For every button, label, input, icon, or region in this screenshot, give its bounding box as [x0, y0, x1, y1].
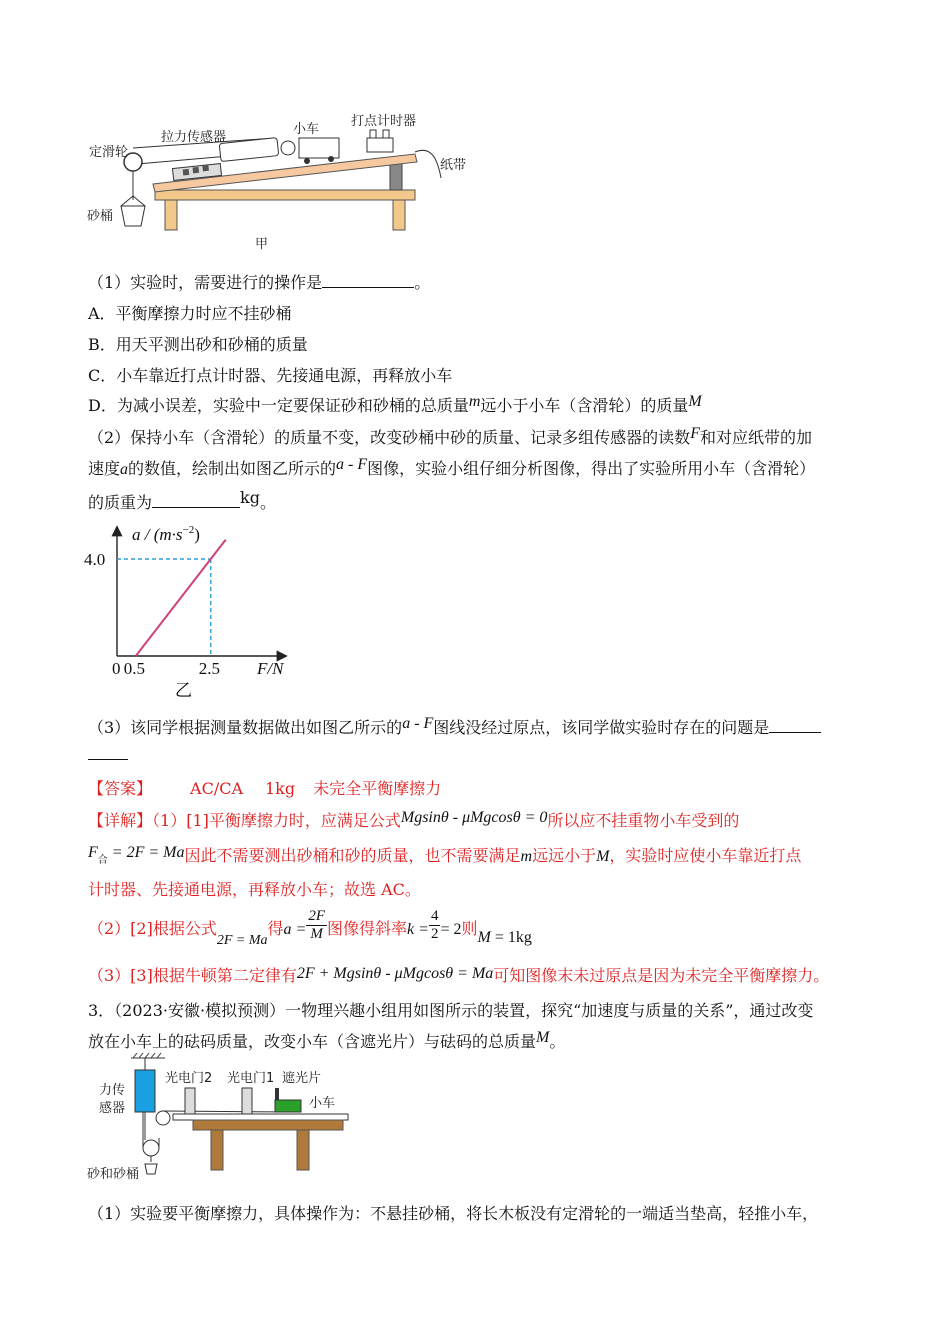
label-cart: 小车 — [293, 122, 320, 137]
answer-1: AC/CA — [190, 779, 243, 798]
fig2-label-gate2: 光电门2 — [165, 1071, 213, 1086]
fig2-label-bucket: 砂和砂桶 — [87, 1167, 140, 1182]
q3-answer-blank[interactable] — [769, 718, 821, 733]
q2-answer-blank[interactable] — [152, 493, 240, 508]
pulley-icon-2 — [156, 1111, 170, 1125]
photogate-1 — [242, 1088, 252, 1114]
cart-icon — [299, 138, 339, 158]
chart-origin-label: 0 — [112, 659, 121, 678]
q3-next-line1: 3．（2023·安徽·模拟预测）一物理兴趣小组用如图所示的装置，探究“加速度与质量的关系”，通过改变 — [88, 1001, 814, 1020]
bucket-icon — [121, 206, 145, 226]
table-top — [155, 190, 415, 200]
q3-next-part1: （1）实验要平衡摩擦力，具体操作为：不悬挂砂桶，将长木板没有定滑轮的一端适当垫高，轻推小车， — [88, 1204, 819, 1223]
chart-series-line-0 — [136, 540, 226, 656]
chart-ylabel: $a / (m\cdot s^{-2})$ — [132, 524, 200, 544]
timer-icon — [367, 138, 393, 152]
label-sensor: 拉力传感器 — [161, 130, 227, 145]
detail-line1: 【详解】（1）[1]平衡摩擦力时，应满足公式Mgsinθ - μMgcosθ = 0所以应不挂重物小车受到的 — [88, 809, 740, 830]
figure-caption-jia: 甲 — [255, 237, 269, 252]
figure-2 — [85, 1052, 355, 1186]
label-tape: 纸带 — [440, 158, 467, 173]
fraction-4-over-2: $\frac{4}{2}$ — [430, 908, 439, 942]
q1-option-a: A．平衡摩擦力时应不挂砂桶 — [88, 304, 292, 323]
q1-answer-blank[interactable] — [322, 273, 414, 288]
shade-icon — [275, 1088, 279, 1100]
fig2-label-shade: 遮光片 — [282, 1071, 322, 1086]
detail-line5: （3）[3]根据牛顿第二定律有2F + Mgsinθ - μMgcosθ = Ma可知图像末未过原点是因为未完全平衡摩擦力。 — [88, 965, 830, 985]
fraction-2F-over-M: $\frac{2F}{M}$ — [308, 908, 326, 942]
detail-line3: 计时器、先接通电源，再释放小车；故选 AC。 — [88, 880, 421, 899]
fig2-label-gate1: 光电门1 — [227, 1071, 275, 1086]
bucket-icon-2 — [145, 1164, 157, 1174]
q2-line3: 的质重为 kg。 — [88, 488, 276, 512]
chart-x-tick-label: 2.5 — [198, 659, 220, 678]
q2-line2: 速度a的数值，绘制出如图乙所示的a - F图像，实验小组仔细分析图像，得出了实验所用小车（含滑轮） — [88, 456, 816, 478]
label-bucket: 砂桶 — [87, 209, 114, 224]
answer-line: 【答案】 AC/CA 1kg 未完全平衡摩擦力 — [88, 779, 442, 798]
answer-2: 1kg — [265, 779, 296, 798]
table-leg-left — [165, 200, 177, 230]
detail-line2: F合 = 2F = Ma因此不需要测出砂桶和砂的质量，也不需要满足m远远小于M，实验时应使小车靠近打点 — [88, 844, 802, 866]
chart-y-tick-label: 4.0 — [84, 550, 106, 569]
cart-icon-2 — [275, 1100, 301, 1112]
detail-line4: （2）[2]根据公式2F = Ma得a = $\frac{2F}{M}$ 图像得斜率k = $\frac{4}{2}$ = 2则M = 1kg — [88, 908, 532, 948]
track-board — [173, 1114, 348, 1120]
table-top-2 — [193, 1120, 343, 1130]
fig2-label-cart: 小车 — [309, 1096, 336, 1111]
photogate-2 — [185, 1088, 195, 1114]
force-sensor-2 — [135, 1070, 155, 1112]
q2-line1: （2）保持小车（含滑轮）的质量不变，改变砂桶中砂的质量、记录多组传感器的读数F和对应纸带的加 — [88, 425, 812, 447]
label-timer: 打点计时器 — [351, 114, 417, 129]
q1-option-d: D．为减小误差，实验中一定要保证砂和砂桶的总质量m远小于小车（含滑轮）的质量M — [88, 393, 702, 415]
paper-tape — [415, 150, 441, 178]
fig2-label-sensor-1: 力传 — [99, 1083, 126, 1098]
movable-pulley — [143, 1140, 159, 1156]
answer-3: 未完全平衡摩擦力 — [313, 779, 442, 798]
chart-title: 乙 — [175, 681, 192, 700]
q3-next-line2: 放在小车上的砝码质量，改变小车（含遮光片）与砝码的总质量M。 — [88, 1029, 566, 1051]
chart-x-tick-label: 0.5 — [123, 659, 145, 678]
chart-xlabel: F/N — [257, 659, 284, 678]
q1-option-c: C．小车靠近打点计时器、先接通电源，再释放小车 — [88, 366, 453, 385]
figure-jia — [85, 108, 485, 258]
fig2-label-sensor-2: 感器 — [99, 1101, 126, 1116]
table-leg-right — [393, 200, 405, 230]
q3-line1: （3）该同学根据测量数据做出如图乙所示的a - F图线没经过原点，该同学做实验时存在的问题是 — [88, 715, 821, 738]
q3-answer-blank-cont[interactable] — [88, 745, 128, 760]
chart-yi — [80, 518, 300, 700]
q1-stem: （1）实验时，需要进行的操作是 。 — [88, 273, 431, 292]
label-pulley: 定滑轮 — [89, 145, 129, 160]
q1-option-b: B．用天平测出砂和砂桶的质量 — [88, 335, 308, 354]
